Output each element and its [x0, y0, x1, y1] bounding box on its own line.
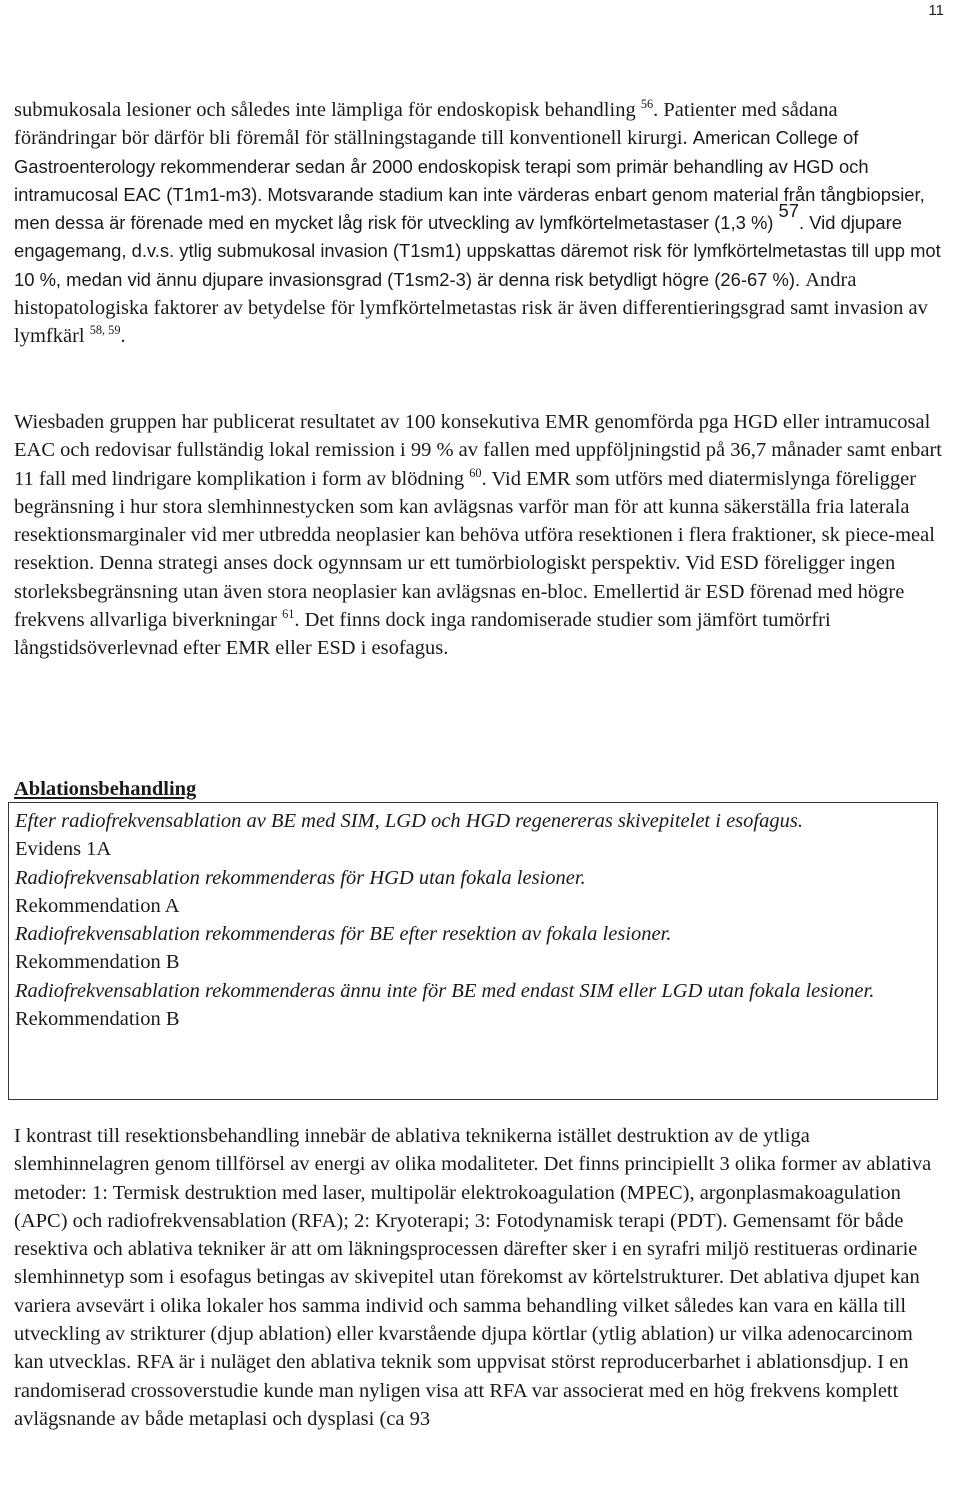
paragraph-text: . Det finns dock inga randomiserade studier som jämfört tumörfri långstidsöverlevnad efter EMR eller ESD i esofagus.	[14, 609, 831, 660]
paragraph-text: Andra histopatologiska faktorer av betydelse för lymfkörtelmetastas risk är även differentieringsgrad samt invasion av lymfkärl	[14, 268, 928, 348]
evidence-grade: Rekommendation B	[15, 1008, 180, 1031]
page-number: 11	[928, 2, 944, 19]
body-paragraph: I kontrast till resektionsbehandling innebär de ablativa teknikerna istället destruktion av de ytliga slemhinnelagren genom tillförsel av energi av olika modaliteter. Det finns principiellt 3 olika former av ablativa metoder: 1: Termisk destruktion med laser, multipolär elektrokoagulation (MPEC), argonplasmakoagulation (APC) och radiofrekvensablation (RFA); 2: Kryoterapi; 3: Fotodynamisk terapi (PDT). Gemensamt för både resektiva och ablativa tekniker är att om läkningsprocessen därefter sker i en syrafri miljö restitueras ordinarie slemhinnetyp som i esofagus betingas av skivepitel utan förekomst av körtelstrukturer. Det ablativa djupet kan variera avsevärt i olika lokaler hos samma individ och samma behandling vilket således kan vara en källa till utveckling av strikturer (djup ablation) eller kvarstående djupa körtlar (ytlig ablation) ur vilka adenocarcinom kan utvecklas. RFA är i nuläget den ablativa teknik som uppvisat störst reproducerbarhet i ablationsdjup. I en randomiserad crossoverstudie kunde man nyligen visa att RFA var associerat med en hög frekvens komplett avlägsnande av både metaplasi och dysplasi (ca 93	[14, 1125, 932, 1430]
evidence-grade: Rekommendation A	[15, 894, 180, 917]
paragraph-text: . Vid djupare engagemang, d.v.s. ytlig submukosal invasion (T1sm1) uppskattas däremot risk för lymfkörtelmetastas till upp mot 10 %, medan vid ännu djupare invasionsgrad (T1sm2-3) är denna risk betydligt högre (26-67 %).	[14, 212, 941, 290]
paragraph-text: . Patienter med sådana förändringar bör därför bli föremål för ställningstagande till konventionell kirurgi.	[14, 99, 838, 150]
reference-superscript: 58, 59	[89, 323, 121, 338]
reference-superscript: 60	[469, 465, 482, 480]
paragraph-text: submukosala lesioner och således inte lämpliga för endoskopisk behandling	[14, 99, 641, 121]
reference-superscript: 57	[778, 200, 800, 222]
section-heading: Ablationsbehandling	[14, 778, 197, 800]
recommendation-box	[8, 802, 938, 1100]
recommendation-statement: Radiofrekvensablation rekommenderas för BE efter resektion av fokala lesioner.	[15, 923, 672, 946]
recommendation-statement: Radiofrekvensablation rekommenderas för HGD utan fokala lesioner.	[15, 866, 586, 889]
recommendation-statement: Efter radiofrekvensablation av BE med SIM, LGD och HGD regenereras skivepitelet i esofagus.	[15, 810, 803, 832]
evidence-grade: Evidens 1A	[15, 838, 112, 861]
evidence-grade: Rekommendation B	[15, 951, 180, 974]
paragraph-text: .	[120, 325, 126, 348]
reference-superscript: 61	[282, 607, 295, 622]
reference-superscript: 56	[640, 97, 654, 112]
recommendation-statement: Radiofrekvensablation rekommenderas ännu inte för BE med endast SIM eller LGD utan fokala lesioner.	[15, 979, 875, 1002]
body-paragraph	[14, 408, 944, 663]
paragraph-text: Wiesbaden gruppen har publicerat resultatet av 100 konsekutiva EMR genomförda pga HGD eller intramucosal EAC och redovisar fullständig lokal remission i 99 % av fallen med uppföljningstid på 36,7 månader samt enbart 11 fall med lindrigare komplikation i form av blödning	[14, 411, 942, 490]
body-paragraph	[14, 96, 944, 351]
paragraph-text: . Vid EMR som utförs med diatermislynga föreligger begränsning i hur stora slemhinnestycken som kan avlägsnas varför man för att kunna säkerställa fria laterala resektionsmarginaler vid mer utbredda neoplasier kan behöva utföra resektionen i flera fraktioner, sk piece-meal resektion. Denna strategi anses dock ogynnsam ur ett tumörbiologiskt perspektiv. Vid ESD föreligger ingen storleksbegränsning utan även stora neoplasier kan avlägsnas en-bloc. Emellertid är ESD förenad med högre frekvens allvarliga biverkningar	[14, 467, 935, 632]
paragraph-text: American College of Gastroenterology rekommenderar sedan år 2000 endoskopisk terapi som primär behandling av HGD och intramucosal EAC (T1m1-m3). Motsvarande stadium kan inte värderas enbart genom material från tångbiopsier, men dessa är förenade med en mycket låg risk för utveckling av lymfkörtelmetastaser (1,3 %)	[14, 127, 925, 234]
